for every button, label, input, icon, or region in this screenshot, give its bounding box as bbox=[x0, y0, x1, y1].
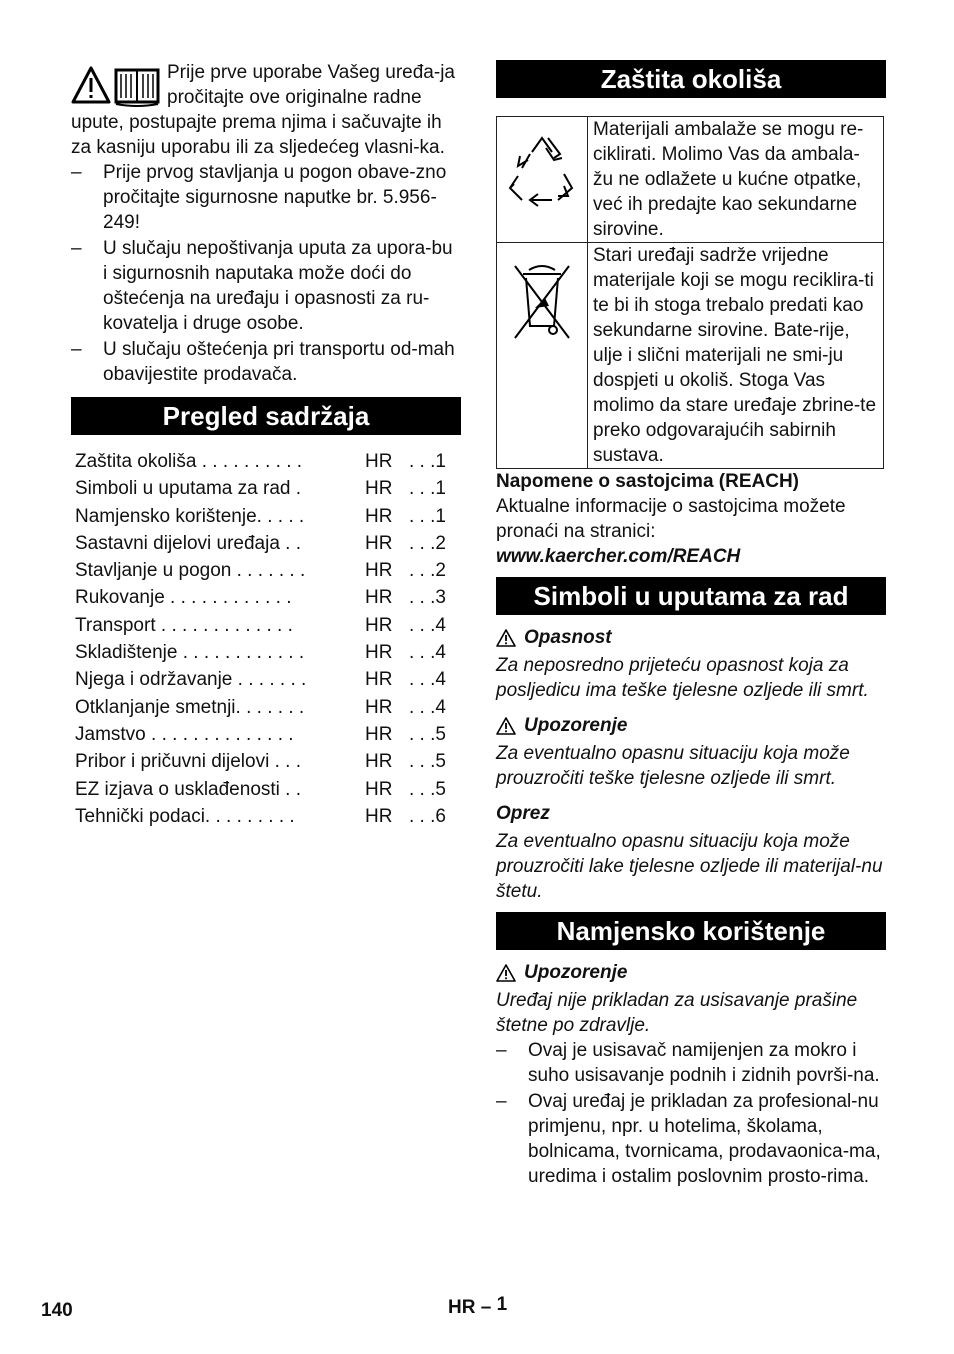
toc-entry-page: . . .3 bbox=[409, 587, 446, 609]
environment-heading: Zaštita okoliša bbox=[496, 60, 886, 98]
toc-entry-title-cell bbox=[71, 640, 365, 667]
danger-label: Opasnost bbox=[524, 627, 612, 648]
toc-row[interactable] bbox=[71, 558, 461, 585]
toc-leader-dots: . . . . . . . . . . . . . . bbox=[145, 723, 294, 745]
toc-entry-page: . . .4 bbox=[409, 614, 446, 636]
toc-entry-lang: HR bbox=[365, 642, 393, 664]
toc-heading: Pregled sadržaja bbox=[71, 397, 461, 435]
toc-entry-title-cell bbox=[71, 804, 365, 831]
toc-entry-title-cell bbox=[71, 695, 365, 722]
toc-leader-dots: . . . . . . . . . bbox=[204, 805, 295, 827]
toc-row[interactable] bbox=[71, 531, 461, 558]
toc-entry-title: EZ izjava o usklađenosti bbox=[75, 778, 280, 800]
toc-entry-page: . . .2 bbox=[409, 560, 446, 582]
toc-entry-title: Stavljanje u pogon bbox=[75, 560, 232, 582]
environment-row bbox=[497, 243, 884, 469]
toc-leader-dots: . . . . . bbox=[256, 505, 305, 527]
toc-entry-lang: HR bbox=[365, 805, 393, 827]
toc-entry-title-cell bbox=[71, 476, 365, 503]
toc-entry-lang: HR bbox=[365, 505, 393, 527]
warning-triangle-icon bbox=[496, 964, 516, 982]
toc-leader-dots: . . . . . . . . . . . . bbox=[164, 587, 292, 609]
toc-table bbox=[71, 449, 461, 831]
icon-cell bbox=[497, 243, 588, 469]
toc-entry-title-cell bbox=[71, 777, 365, 804]
toc-entry-lang: HR bbox=[365, 669, 393, 691]
warning-triangle-icon bbox=[496, 629, 516, 647]
caution-text: Za eventualno opasnu situaciju koja može prouzročiti lake tjelesne ozljede ili materijal-nu štetu. bbox=[496, 831, 883, 902]
toc-entry-title: Sastavni dijelovi uređaja bbox=[75, 532, 280, 554]
toc-entry-page: . . .2 bbox=[409, 532, 446, 554]
toc-entry-lang: HR bbox=[365, 451, 393, 472]
page-number: 140 bbox=[41, 1300, 73, 1321]
intro-bullets bbox=[71, 160, 461, 387]
toc-entry-title-cell bbox=[71, 722, 365, 749]
toc-entry-lang: HR bbox=[365, 532, 393, 554]
footer-section-sep: – bbox=[475, 1297, 497, 1318]
footer-section-lang: HR bbox=[448, 1297, 476, 1318]
toc-entry-page: . . .4 bbox=[409, 669, 446, 691]
environment-table bbox=[496, 116, 884, 469]
intro-bullet: – U slučaju nepoštivanja uputa za upora-bu i sigurnosnih naputaka može doći do oštećenja na uređaju i opasnosti za ru-kovatelja i druge osobe. bbox=[71, 236, 461, 336]
toc-entry-page: . . .4 bbox=[409, 642, 446, 664]
toc-row[interactable] bbox=[71, 777, 461, 804]
toc-entry-page: . . .5 bbox=[409, 723, 446, 745]
danger-label-row bbox=[496, 625, 886, 650]
intended-use-heading: Namjensko korištenje bbox=[496, 912, 886, 950]
toc-leader-dots: . . . . . . . . . . . . bbox=[177, 642, 305, 664]
toc-row[interactable] bbox=[71, 476, 461, 503]
toc-entry-title: Rukovanje bbox=[75, 587, 165, 609]
toc-entry-title: Jamstvo bbox=[75, 723, 146, 745]
environment-text: Materijali ambalaže se mogu re-ciklirati. Molimo Vas da ambala-žu ne odlažete u kućne otpatke, već ih predajte kao sekundarne sirovine. bbox=[588, 117, 884, 243]
crossed-bin-icon bbox=[507, 258, 577, 348]
reach-text: Aktualne informacije o sastojcima možete pronaći na stranici: bbox=[496, 496, 846, 542]
toc-row[interactable] bbox=[71, 749, 461, 776]
reach-title: Napomene o sastojcima (REACH) bbox=[496, 471, 800, 492]
intro-icons bbox=[71, 64, 163, 108]
toc-entry-page: . . .5 bbox=[409, 751, 446, 773]
intro-bullet: – Prije prvog stavljanja u pogon obave-zno pročitajte sigurnosne naputke br. 5.956-249! bbox=[71, 160, 461, 235]
toc-entry-lang: HR bbox=[365, 723, 393, 745]
intro-text: Prije prve uporabe Vašeg uređa-ja pročitajte ove originalne radne upute, postupajte prema njima i sačuvajte ih za kasniju uporabu ili za sljedećeg vlasni-ka. bbox=[71, 62, 455, 158]
symbols-heading: Simboli u uputama za rad bbox=[496, 577, 886, 615]
toc-entry-title-cell bbox=[71, 667, 365, 694]
toc-entry-lang: HR bbox=[365, 696, 393, 718]
toc-entry-page: . . .6 bbox=[409, 805, 446, 827]
toc-entry-title-cell bbox=[71, 613, 365, 640]
footer-section-page: 1 bbox=[496, 1294, 508, 1315]
toc-entry-lang: HR bbox=[365, 751, 393, 773]
toc-entry-title: Skladištenje bbox=[75, 642, 178, 664]
intro-bullet: – U slučaju oštećenja pri transportu od-mah obavijestite prodavača. bbox=[71, 337, 461, 387]
toc-leader-dots: . bbox=[290, 478, 302, 500]
toc-entry-title-cell bbox=[71, 449, 365, 476]
intended-use-warning-row bbox=[496, 960, 886, 985]
toc-entry-page: . . .5 bbox=[409, 778, 446, 800]
intended-use-warning-label: Upozorenje bbox=[524, 962, 628, 983]
toc-entry-title-cell bbox=[71, 504, 365, 531]
toc-entry-title: Simboli u uputama za rad bbox=[75, 478, 291, 500]
warning-text: Za eventualno opasnu situaciju koja može prouzročiti teške tjelesne ozljede ili smrt. bbox=[496, 743, 850, 789]
toc-entry-lang: HR bbox=[365, 587, 393, 609]
right-column bbox=[496, 60, 886, 1190]
intended-use-bullet: – Ovaj uređaj je prikladan za profesional-nu primjenu, npr. u hotelima, školama, bolnicama, tvornicama, prodavaonica-ma, uredima i ostalim poslovnim prosto-rima. bbox=[496, 1089, 886, 1189]
toc-entry-title: Otklanjanje smetnji bbox=[75, 696, 236, 718]
toc-entry-title: Pribor i pričuvni dijelovi bbox=[75, 751, 270, 773]
toc-row[interactable] bbox=[71, 449, 461, 476]
toc-entry-title-cell bbox=[71, 585, 365, 612]
toc-entry-page: . . .1 bbox=[409, 478, 446, 500]
warning-triangle-icon bbox=[496, 717, 516, 735]
caution-label: Oprez bbox=[496, 803, 550, 824]
toc-entry-page: . . .1 bbox=[409, 451, 446, 472]
toc-row[interactable] bbox=[71, 667, 461, 694]
toc-leader-dots: . . . . . . . . . . . . . bbox=[155, 614, 293, 636]
environment-row bbox=[497, 117, 884, 243]
left-column bbox=[71, 60, 461, 831]
toc-leader-dots: . . bbox=[279, 532, 302, 554]
intended-use-bullet: – Ovaj je usisavač namijenjen za mokro i suho usisavanje podnih i zidnih površi-na. bbox=[496, 1038, 886, 1088]
warning-label: Upozorenje bbox=[524, 715, 628, 736]
toc-entry-title: Namjensko korištenje bbox=[75, 505, 257, 527]
intended-use-bullets bbox=[496, 1038, 886, 1189]
toc-row[interactable] bbox=[71, 722, 461, 749]
toc-row[interactable] bbox=[71, 804, 461, 831]
toc-leader-dots: . . . . . . . bbox=[231, 560, 306, 582]
toc-entry-title: Njega i održavanje bbox=[75, 669, 233, 691]
icon-cell bbox=[497, 117, 588, 243]
toc-leader-dots: . . . bbox=[269, 751, 301, 773]
warning-label-row bbox=[496, 713, 886, 738]
toc-entry-title: Transport bbox=[75, 614, 156, 636]
toc-row[interactable] bbox=[71, 585, 461, 612]
intro-block bbox=[71, 60, 461, 160]
toc-entry-title-cell bbox=[71, 558, 365, 585]
toc-entry-title-cell bbox=[71, 749, 365, 776]
reach-link[interactable]: www.kaercher.com/REACH bbox=[496, 546, 741, 567]
toc-entry-title: Tehnički podaci bbox=[75, 805, 205, 827]
toc-entry-lang: HR bbox=[365, 478, 393, 500]
toc-row[interactable] bbox=[71, 613, 461, 640]
environment-text: Stari uređaji sadrže vrijedne materijale koji se mogu reciklira-ti te bi ih stoga trebalo predati kao sekundarne sirovine. Bate-rije, ulje i slični materijali ne smi-ju dospjeti u okoliš. Stoga Vas molimo da stare uređaje zbrine-te preko odgovarajućih sabirnih sustava. bbox=[588, 243, 884, 469]
toc-row[interactable] bbox=[71, 640, 461, 667]
intended-use-warning-text: Uređaj nije prikladan za usisavanje prašine štetne po zdravlje. bbox=[496, 990, 858, 1036]
footer-section bbox=[448, 1295, 507, 1320]
caution-label-row bbox=[496, 801, 886, 826]
toc-entry-title: Zaštita okoliša bbox=[75, 451, 197, 472]
toc-entry-page: . . .1 bbox=[409, 505, 446, 527]
toc-entry-page: . . .4 bbox=[409, 696, 446, 718]
toc-entry-lang: HR bbox=[365, 778, 393, 800]
toc-row[interactable] bbox=[71, 695, 461, 722]
warning-manual-icon bbox=[71, 64, 163, 108]
toc-entry-title-cell bbox=[71, 531, 365, 558]
toc-entry-lang: HR bbox=[365, 614, 393, 636]
toc-leader-dots: . . . . . . . . . . bbox=[196, 451, 303, 472]
toc-leader-dots: . . . . . . . bbox=[235, 696, 305, 718]
toc-leader-dots: . . bbox=[279, 778, 302, 800]
toc-leader-dots: . . . . . . . bbox=[232, 669, 307, 691]
toc-row[interactable] bbox=[71, 504, 461, 531]
recycle-icon bbox=[502, 130, 582, 220]
toc-entry-lang: HR bbox=[365, 560, 393, 582]
danger-text: Za neposredno prijeteću opasnost koja za posljedicu ima teške tjelesne ozljede ili smrt. bbox=[496, 655, 869, 701]
